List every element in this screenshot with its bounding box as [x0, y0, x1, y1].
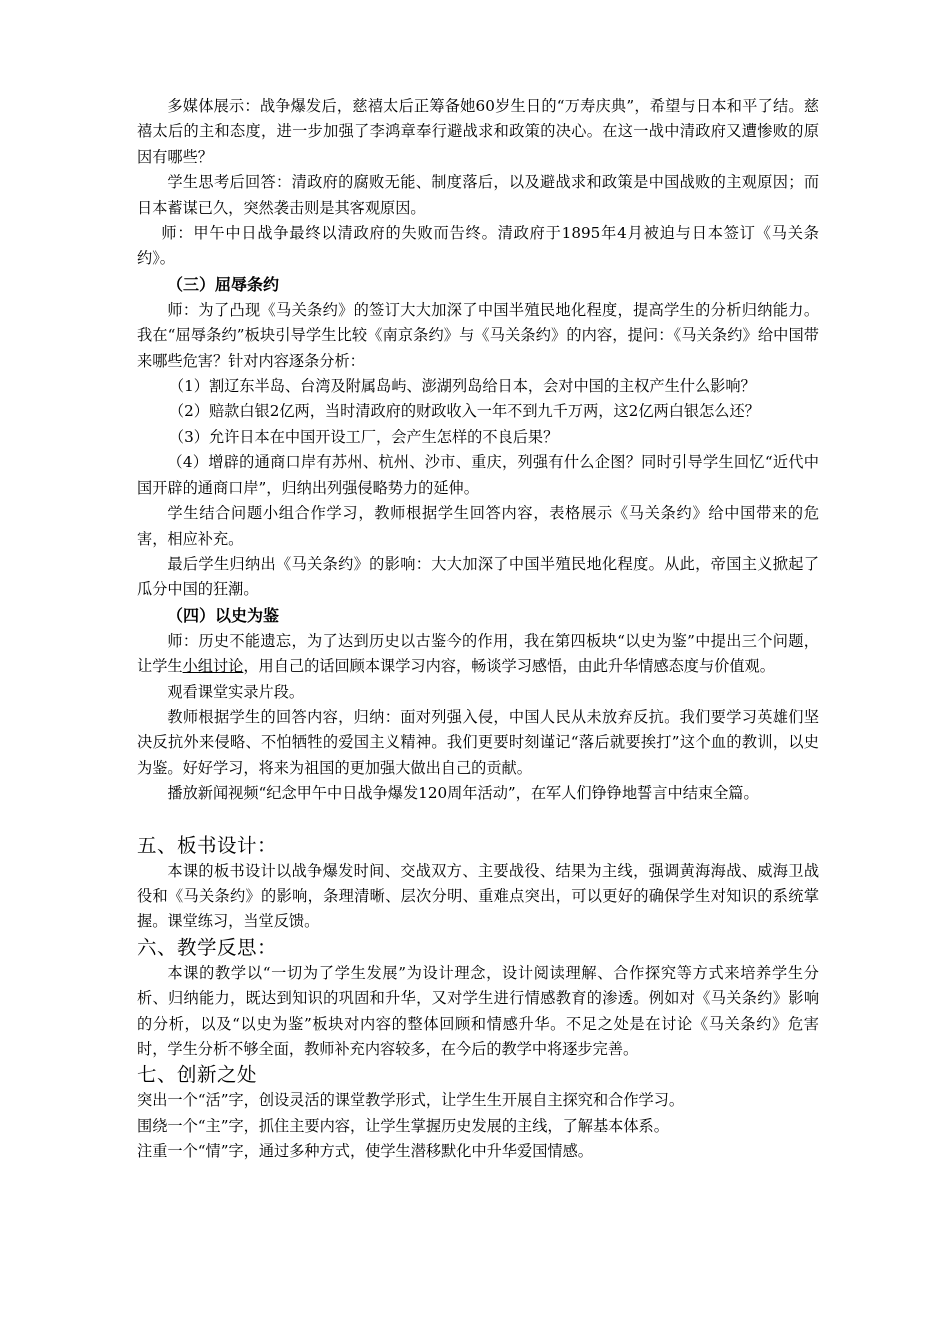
- paragraph-board-design: 本课的板书设计以战争爆发时间、交战双方、主要战役、结果为主线，强调黄海海战、威海卫战役和《马关条约》的影响，条理清晰、层次分明、重难点突出，可以更好的确保学生对知识的系统掌握。课堂练习，当堂反馈。: [137, 861, 819, 931]
- paragraph-reflection: 本课的教学以“一切为了学生发展”为设计理念，设计阅读理解、合作探究等方式来培养学生分析、归纳能力，既达到知识的巩固和升华，又对学生进行情感教育的渗透。例如对《马关条约》影响的分析，以及“以史为鉴”板块对内容的整体回顾和情感升华。不足之处是在讨论《马关条约》危害时，学生分析不够全面，教师补充内容较多，在今后的教学中将逐步完善。: [137, 963, 819, 1058]
- section-spacer: [137, 807, 819, 833]
- paragraph-history-mirror: [137, 629, 819, 680]
- text-segment: ，用自己的话回顾本课学习内容，畅谈学习感悟，由此升华情感态度与价值观。: [243, 657, 775, 676]
- paragraph-student-answer: 学生思考后回答：清政府的腐败无能、制度落后，以及避战求和政策是中国战败的主观原因；而日本蓄谋已久，突然袭击则是其客观原因。: [137, 173, 819, 217]
- subheading-history-mirror: （四）以史为鉴: [167, 605, 280, 625]
- paragraph-news-video: 播放新闻视频“纪念甲午中日战争爆发120周年活动”，在军人们铮铮地誓言中结束全篇。: [167, 784, 759, 803]
- section-heading-innovation: 七、创新之处: [137, 1063, 258, 1087]
- list-item-4: （4）增辟的通商口岸有苏州、杭州、沙市、重庆，列强有什么企图？同时引导学生回忆“近代中国开辟的通商口岸”，归纳出列强侵略势力的延伸。: [137, 453, 819, 497]
- paragraph-teacher-conclusion: 教师根据学生的回答内容，归纳：面对列强入侵，中国人民从未放弃反抗。我们要学习英雄们坚决反抗外来侵略、不怕牺牲的爱国主义精神。我们更要时刻谨记“落后就要挨打”这个血的教训，以史为鉴。好好学习，将来为祖国的更加强大做出自己的贡献。: [137, 707, 819, 777]
- paragraph-treaty-intro: 师：为了凸现《马关条约》的签订大大加深了中国半殖民地化程度，提高学生的分析归纳能力。我在“屈辱条约”板块引导学生比较《南京条约》与《马关条约》的内容，提问：《马关条约》给中国带来哪些危害？针对内容逐条分析：: [137, 300, 819, 370]
- document-body: [137, 94, 819, 1165]
- text-segment: 师：历史不能遗忘，为了达到历史以古鉴今的作用，我在第四板块“以史为鉴”中提出三个问题，让学生: [137, 631, 819, 676]
- section-heading-board-design: 五、板书设计：: [137, 833, 278, 857]
- paragraph-teacher-summary: 师：甲午中日战争最终以清政府的失败而告终。清政府于1895年4月被迫与日本签订《马关条约》。: [137, 224, 819, 268]
- list-item-1: （1）割辽东半岛、台湾及附属岛屿、澎湖列岛给日本，会对中国的主权产生什么影响？: [168, 377, 756, 396]
- paragraph-innovation-3: 注重一个“情”字，通过多种方式，使学生潜移默化中升华爱国情感。: [137, 1142, 593, 1161]
- list-item-2: （2）赔款白银2亿两，当时清政府的财政收入一年不到九千万两，这2亿两白银怎么还？: [168, 402, 760, 421]
- paragraph-innovation-1: 突出一个“活”字，创设灵活的课堂教学形式，让学生生开展自主探究和合作学习。: [137, 1091, 685, 1110]
- underlined-text: 小组讨论: [182, 657, 244, 676]
- paragraph-multimedia: 多媒体展示：战争爆发后，慈禧太后正筹备她60岁生日的“万寿庆典”，希望与日本和平了结。慈禧太后的主和态度，进一步加强了李鸿章奉行避战求和政策的决心。在这一战中清政府又遭惨败的原因有哪些？: [137, 97, 819, 166]
- paragraph-innovation-2: 围绕一个“主”字，抓住主要内容，让学生掌握历史发展的主线，了解基本体系。: [137, 1116, 669, 1135]
- list-item-3: （3）允许日本在中国开设工厂，会产生怎样的不良后果？: [168, 427, 559, 446]
- paragraph-watch-video: 观看课堂实录片段。: [167, 682, 305, 701]
- section-heading-reflection: 六、教学反思：: [137, 935, 278, 959]
- subheading-treaty: （三）屈辱条约: [167, 274, 280, 294]
- paragraph-treaty-impact: 最后学生归纳出《马关条约》的影响：大大加深了中国半殖民地化程度。从此，帝国主义掀起了瓜分中国的狂潮。: [137, 554, 819, 599]
- paragraph-group-study: 学生结合问题小组合作学习，教师根据学生回答内容，表格展示《马关条约》给中国带来的危害，相应补充。: [137, 504, 819, 548]
